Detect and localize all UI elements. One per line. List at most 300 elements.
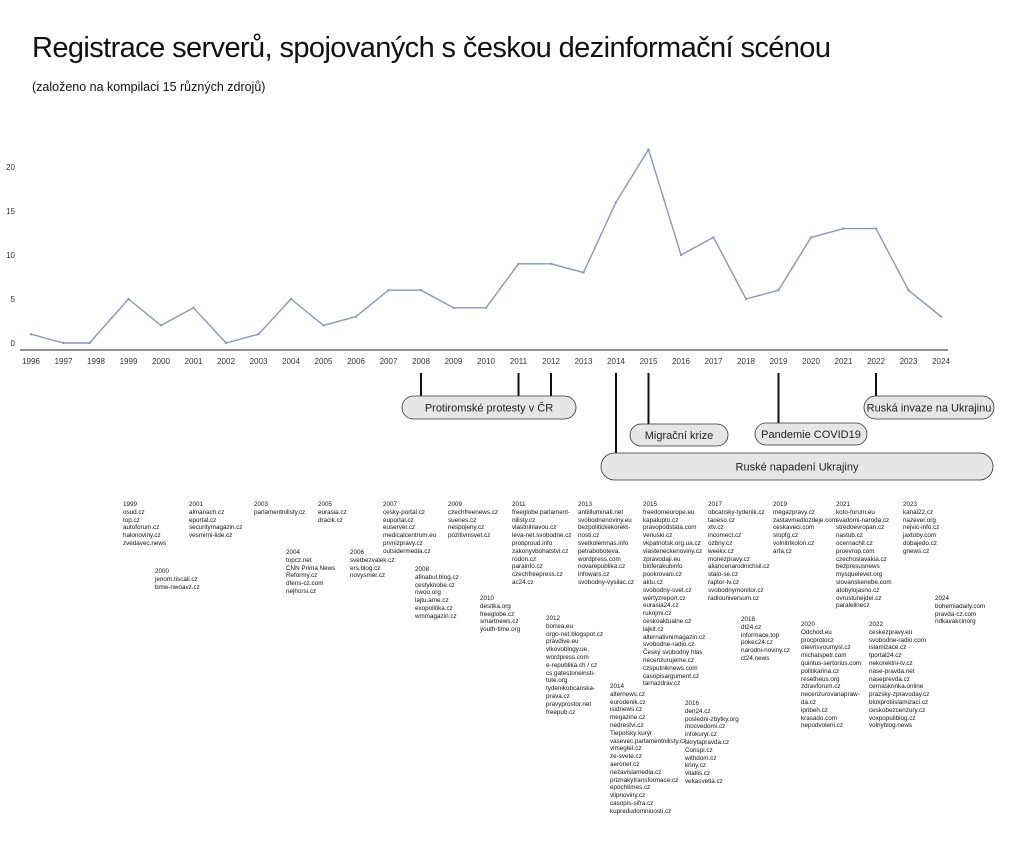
domain-group-year: 2017 bbox=[708, 501, 723, 508]
domain-group-year: 2019 bbox=[773, 501, 788, 508]
domain-item: kanal22.cz bbox=[903, 508, 934, 516]
data-point bbox=[745, 298, 747, 300]
domain-item: prava.cz bbox=[546, 692, 570, 700]
domain-item: pozitivnisvet.cz bbox=[448, 532, 491, 540]
domain-item: ac24.cz bbox=[512, 578, 534, 586]
domain-item: volnyblog.news bbox=[869, 722, 913, 730]
data-point bbox=[485, 307, 487, 309]
domain-item: nepodvoleni.cz bbox=[801, 722, 844, 730]
domain-item: novarepublika.cz bbox=[578, 563, 626, 571]
domain-item: czechfreenews.cz bbox=[448, 508, 499, 516]
domain-group bbox=[415, 566, 459, 621]
domain-group bbox=[643, 501, 705, 688]
domain-group bbox=[189, 501, 243, 540]
domain-group bbox=[773, 501, 837, 556]
event-label: Migrační krize bbox=[644, 430, 714, 442]
domain-item: youth-time.org bbox=[480, 626, 521, 634]
y-tick-label: 0 bbox=[10, 339, 15, 348]
domain-item: michalspetr.com bbox=[801, 652, 847, 660]
x-tick-label: 2015 bbox=[639, 357, 658, 366]
domain-item: protiproud.info bbox=[512, 539, 553, 547]
domain-group-year: 2006 bbox=[350, 549, 365, 556]
x-tick-label: 1998 bbox=[87, 357, 105, 366]
domain-item: kapalupto.cz bbox=[643, 516, 679, 524]
domain-item: Český svobodný hlas bbox=[643, 649, 703, 657]
domain-item: nazever.org bbox=[903, 516, 936, 524]
domain-item: kriny.cz bbox=[685, 762, 706, 770]
event-label: Ruská invaze na Ukrajinu bbox=[866, 402, 992, 415]
domain-item: aeronet.cz bbox=[610, 760, 640, 768]
data-point bbox=[355, 315, 357, 317]
x-tick-label: 2003 bbox=[249, 357, 268, 366]
domain-item: dfens-cz.com bbox=[286, 580, 324, 588]
domain-item: necenzurovanapraw- bbox=[801, 691, 860, 699]
domain-item: czsputniknews.com bbox=[643, 664, 698, 672]
domain-group bbox=[254, 501, 305, 517]
domain-group bbox=[578, 501, 634, 587]
domain-item: tute.org bbox=[546, 677, 568, 685]
domain-group-year: 2014 bbox=[610, 683, 625, 690]
domain-item: eportal.cz bbox=[189, 516, 217, 524]
data-point bbox=[452, 307, 454, 309]
domain-item: CNN Prima News bbox=[286, 564, 336, 572]
data-point bbox=[875, 227, 877, 229]
domain-item: zpravodaji.eu bbox=[643, 555, 681, 563]
domain-item: eurodenik.cz bbox=[610, 698, 646, 706]
x-tick-label: 2007 bbox=[379, 357, 398, 366]
domain-item: krasado.com bbox=[801, 714, 838, 722]
domain-item: desitka.org bbox=[480, 602, 511, 610]
domain-item: suenes.cz bbox=[448, 516, 477, 524]
series-line bbox=[31, 149, 941, 343]
domain-item: exopolitika.cz bbox=[415, 604, 453, 612]
domain-item: zastavmedlozdeje.com bbox=[773, 516, 838, 524]
domain-item: smartnews.cz bbox=[480, 618, 519, 626]
domain-item: cestyknobe.cz bbox=[415, 581, 455, 589]
domain-group-year: 2009 bbox=[448, 501, 463, 508]
domain-group bbox=[155, 568, 200, 591]
data-point bbox=[582, 271, 584, 273]
domain-item: necenzurujeme.cz bbox=[643, 656, 695, 664]
domain-item: procprotocz bbox=[801, 636, 834, 644]
domain-item: politikarina.cz bbox=[801, 667, 840, 675]
domain-item: wmmagazin.cz bbox=[415, 612, 457, 620]
domain-item: autoforum.cz bbox=[123, 524, 160, 532]
domain-group bbox=[448, 501, 498, 540]
domain-item: xtv.cz bbox=[708, 524, 724, 532]
domain-item: mysquelevet.org bbox=[836, 571, 883, 579]
domain-item: freedomeurope.eu bbox=[643, 508, 695, 516]
data-point bbox=[647, 148, 649, 150]
domain-item: ceskezpravy.eu bbox=[869, 628, 913, 636]
domain-item: lajtu.ame.cz bbox=[415, 597, 449, 605]
domain-item: nase-pravda.net bbox=[869, 667, 915, 675]
domain-group-year: 2000 bbox=[155, 568, 170, 575]
x-tick-label: 2024 bbox=[932, 357, 950, 366]
domain-item: vlmeglet.cz bbox=[610, 745, 642, 753]
domain-item: nezavislamedia.cz bbox=[610, 768, 662, 776]
domain-item: parlamentnilisty.cz bbox=[254, 508, 306, 516]
domain-item: vlipnoviny.cz bbox=[610, 792, 646, 800]
x-tick-label: 2017 bbox=[704, 357, 723, 366]
x-tick-label: 2013 bbox=[574, 357, 593, 366]
domain-item: zdravforum.cz bbox=[801, 683, 841, 691]
domain-item: raptor-tv.cz bbox=[708, 578, 740, 586]
domain-group-year: 2001 bbox=[189, 501, 204, 508]
domain-item: halonoviny.cz bbox=[123, 532, 161, 540]
domain-group-year: 2016 bbox=[685, 700, 700, 707]
domain-item: afinabul.blog.cz bbox=[415, 573, 459, 581]
domain-group bbox=[546, 615, 603, 716]
domain-item: eurasia.cz bbox=[318, 508, 347, 516]
x-tick-label: 2014 bbox=[607, 357, 625, 366]
data-point bbox=[192, 307, 194, 309]
data-point bbox=[615, 201, 617, 203]
domain-item: freeglobe.parlament- bbox=[512, 508, 571, 516]
domain-item: svobodne-radio.cz bbox=[643, 641, 695, 649]
x-tick-label: 2001 bbox=[184, 357, 203, 366]
x-tick-label: 2018 bbox=[737, 357, 755, 366]
data-point bbox=[810, 236, 812, 238]
data-point bbox=[225, 342, 227, 344]
domain-item: nejvic-info.cz bbox=[903, 524, 940, 532]
domain-item: nekorektni-tv.cz bbox=[869, 659, 913, 667]
domain-item: vesmirni-lide.cz bbox=[189, 532, 233, 540]
x-tick-label: 1999 bbox=[119, 357, 138, 366]
domain-item: gnews.cz bbox=[903, 547, 930, 555]
domain-item: atobylojasno.cz bbox=[836, 586, 880, 594]
domain-item: cesky-portal.cz bbox=[383, 508, 425, 516]
data-point bbox=[30, 333, 32, 335]
domain-item: securitymagazin.cz bbox=[189, 524, 243, 532]
domain-item: freepub.cz bbox=[546, 708, 576, 716]
domain-item: naseprevda.cz bbox=[869, 675, 910, 683]
domain-item: wordpress.com bbox=[578, 555, 621, 563]
domain-group bbox=[903, 501, 939, 556]
y-tick-label: 15 bbox=[6, 207, 15, 216]
domain-item: e-republika.ch / cz bbox=[546, 661, 598, 669]
domain-item: nosti.cz bbox=[578, 532, 600, 540]
x-tick-label: 2023 bbox=[899, 357, 918, 366]
domain-item: ceskobezcenzury.cz bbox=[869, 706, 926, 714]
event-label: Ruské napadení Ukrajiny bbox=[735, 461, 859, 474]
domain-item: Tiepolsky kurýr bbox=[610, 729, 653, 737]
domain-item: blokprotiislamizaci.cz bbox=[869, 698, 929, 706]
domain-item: quintus-sertorius.com bbox=[801, 659, 862, 667]
domain-item: petraboboteva. bbox=[578, 547, 621, 555]
domain-item: bezpresusnews bbox=[836, 563, 880, 571]
domain-item: czechfreepress.cz bbox=[512, 571, 563, 579]
domain-item: eurasia24.cz bbox=[643, 602, 679, 610]
x-tick-label: 2016 bbox=[672, 357, 690, 366]
domain-item: vasevec.parlamentnilisty.cz bbox=[610, 737, 687, 745]
data-point bbox=[160, 324, 162, 326]
domain-item: islamizace.cz bbox=[869, 644, 907, 652]
domain-item: monezpravy.cz bbox=[708, 555, 750, 563]
domain-item: casopisargument.cz bbox=[643, 672, 699, 680]
domain-group-year: 2003 bbox=[254, 501, 269, 508]
domain-item: pravyprostor.net bbox=[546, 700, 592, 708]
domain-item: paralelinecz bbox=[836, 602, 870, 610]
domain-item: lajkit.cz bbox=[643, 625, 664, 633]
domain-item: prazsky-zpravoday.cz bbox=[869, 691, 930, 699]
domain-item: antiilluminati.net bbox=[578, 508, 624, 516]
x-tick-label: 2002 bbox=[217, 357, 235, 366]
domain-item: venuski.cz bbox=[643, 532, 673, 540]
data-point bbox=[62, 342, 64, 344]
domain-item: infowars.cz bbox=[578, 571, 610, 579]
x-tick-label: 2021 bbox=[834, 357, 853, 366]
domain-item: tportal24.cz bbox=[869, 652, 902, 660]
domain-item: jenom.tiscali.cz bbox=[155, 575, 198, 583]
domain-item: ozbny.cz bbox=[708, 539, 733, 547]
domain-item: da.cz bbox=[801, 698, 817, 706]
domain-item: radiouniversum.cz bbox=[708, 594, 760, 602]
domain-item: wertyzreport.cz bbox=[643, 594, 686, 602]
domain-item: kupredudomniuosti.cz bbox=[610, 807, 672, 815]
domain-item: top.cz bbox=[123, 516, 140, 524]
domain-item: pravdive.eu bbox=[546, 638, 579, 646]
event-label: Pandemie COVID19 bbox=[761, 429, 861, 441]
domain-item: euserver.cz bbox=[383, 524, 416, 532]
domain-item: cs.gatestoneinsti- bbox=[546, 669, 596, 677]
x-tick-label: 1997 bbox=[54, 357, 73, 366]
domain-item: ze-svete.cz bbox=[610, 753, 642, 761]
domain-item: resetheus.org bbox=[801, 675, 840, 683]
y-tick-label: 10 bbox=[6, 251, 15, 260]
domain-item: freeglobe.cz bbox=[480, 610, 515, 618]
domain-item: voxpopuliblog.cz bbox=[869, 714, 916, 722]
x-tick-label: 2022 bbox=[867, 357, 885, 366]
domain-item: obcansky-tydenik.cz bbox=[708, 508, 765, 516]
data-point bbox=[322, 324, 324, 326]
domain-item: ovrustunejdei.cz bbox=[836, 594, 882, 602]
domain-item: vitallis.cz bbox=[685, 770, 711, 778]
domain-item: zvedavec.news bbox=[123, 539, 167, 547]
domain-item: pravda-cz.com bbox=[935, 610, 977, 618]
domain-item: rodon.cz bbox=[512, 555, 537, 563]
domain-item: outsidermedia.cz bbox=[383, 547, 431, 555]
data-point bbox=[907, 289, 909, 291]
domain-group bbox=[935, 595, 985, 626]
domain-item: slovanskenebe.com bbox=[836, 578, 892, 586]
domain-item: nespojeny.cz bbox=[448, 524, 485, 532]
domain-item: vlastnihlavou.cz bbox=[512, 524, 557, 532]
domain-item: weekx.cz bbox=[708, 547, 734, 555]
x-tick-label: 2005 bbox=[314, 357, 333, 366]
domain-item: epochtimes.cz bbox=[610, 784, 651, 792]
domain-group-year: 2008 bbox=[415, 566, 430, 573]
domain-item: novysmer.cz bbox=[350, 572, 385, 580]
data-point bbox=[517, 263, 519, 265]
domain-item: jaxtoby.com bbox=[903, 532, 937, 540]
domain-item: stopfg.cz bbox=[773, 532, 799, 540]
domain-item: tydenikobcanska- bbox=[546, 685, 596, 693]
domain-item: bioferakubinfo bbox=[643, 563, 683, 571]
domain-item: nedrestvi.cz bbox=[610, 721, 644, 729]
domain-item: leva-net.svobodne.cz bbox=[512, 532, 572, 540]
domain-item: priznakytransformace.cz bbox=[610, 776, 679, 784]
domain-item: dt24.cz bbox=[741, 623, 762, 631]
domain-item: pookrovani.cz bbox=[643, 571, 682, 579]
domain-item: vekasvetla.cz bbox=[685, 777, 723, 785]
domain-item: parainfo.cz bbox=[512, 563, 543, 571]
domain-group-year: 2015 bbox=[643, 501, 658, 508]
domain-item: vkpatriotsk.org.ua.cz bbox=[643, 539, 701, 547]
domain-item: pokec24.cz bbox=[741, 639, 773, 647]
domain-group-year: 2011 bbox=[512, 501, 526, 508]
domain-group bbox=[512, 501, 572, 587]
domain-item: wordpress.com bbox=[546, 653, 589, 661]
domain-item: skrytapravda.cz bbox=[685, 738, 730, 746]
domain-item: prvnizpravy.cz bbox=[383, 539, 423, 547]
x-tick-label: 2011 bbox=[509, 357, 528, 366]
domain-item: koto-forum.eu bbox=[836, 508, 875, 516]
domain-item: svetbezvalek.cz bbox=[350, 556, 395, 564]
domain-item: medicalcentrum.eu bbox=[383, 532, 437, 540]
domain-item: tarnazdrav.cz bbox=[643, 680, 681, 688]
domain-item: Odchod.eu bbox=[801, 628, 832, 636]
domain-item: taoeso.cz bbox=[708, 516, 735, 524]
domain-group bbox=[123, 501, 166, 548]
domain-item: volnitrikolon.cz bbox=[773, 539, 815, 547]
domain-group bbox=[383, 501, 436, 556]
domain-item: dobajedo.cz bbox=[903, 539, 937, 547]
domain-item: ers.blog.cz bbox=[350, 564, 381, 572]
domain-group bbox=[836, 501, 892, 610]
domain-item: nejhorsi.cz bbox=[286, 587, 317, 595]
x-tick-label: 2008 bbox=[412, 357, 430, 366]
domain-group bbox=[318, 501, 347, 524]
domain-item: Conspi.cz bbox=[685, 746, 713, 754]
chart-title: Registrace serverů, spojovaných s českou dezinformační scénou bbox=[32, 32, 831, 64]
data-point bbox=[680, 254, 682, 256]
domain-group-year: 2024 bbox=[935, 595, 950, 602]
domain-item: rukojmi.cz bbox=[643, 610, 672, 618]
domain-item: arfa.cz bbox=[773, 547, 792, 555]
domain-group-year: 2010 bbox=[480, 595, 495, 602]
domain-item: incomect.cz bbox=[708, 532, 742, 540]
domain-item: svadomi-naroda.cz bbox=[836, 516, 890, 524]
domain-group bbox=[610, 683, 686, 816]
domain-item: withdom.cz bbox=[685, 754, 717, 762]
domain-item: ocernachil.cz bbox=[836, 539, 873, 547]
domain-item: posledni-zbytky.org bbox=[685, 715, 739, 723]
domain-item: vlasteneckenoviny.cz bbox=[643, 547, 703, 555]
x-tick-label: 2012 bbox=[542, 357, 560, 366]
domain-group-year: 2020 bbox=[801, 621, 816, 628]
data-point bbox=[127, 298, 129, 300]
domain-item: stalo-se.cz bbox=[708, 571, 739, 579]
domain-group-year: 2013 bbox=[578, 501, 593, 508]
domain-item: osud.cz bbox=[123, 508, 145, 516]
data-point bbox=[387, 289, 389, 291]
domain-item: aktu.cz bbox=[643, 578, 663, 586]
domain-item: stredoevropan.cz bbox=[836, 524, 885, 532]
event-label: Protiromské protesty v ČR bbox=[424, 402, 554, 415]
domain-item: vlkovoblogy.ue. bbox=[546, 646, 589, 654]
domain-item: den24.cz bbox=[685, 707, 711, 715]
domain-item: svobodny-svet.cz bbox=[643, 586, 692, 594]
x-tick-label: 2006 bbox=[347, 357, 365, 366]
data-point bbox=[88, 342, 90, 344]
domain-group-year: 2004 bbox=[286, 549, 301, 556]
domain-item: svobodny-vysilac.cz bbox=[578, 578, 634, 586]
domain-item: svobodnenoviny.eu bbox=[578, 516, 632, 524]
data-point bbox=[777, 289, 779, 291]
data-point bbox=[842, 227, 844, 229]
domain-item: nastub.cz bbox=[836, 532, 863, 540]
domain-item: proevrop.com bbox=[836, 547, 875, 555]
domain-item: topcz.net bbox=[286, 556, 312, 564]
domain-item: ridkavakcinorg bbox=[935, 618, 976, 626]
data-point bbox=[550, 263, 552, 265]
domain-item: mocvedomi.cz bbox=[685, 723, 726, 731]
domain-item: infokuryr.cz bbox=[685, 731, 717, 739]
domain-item: narodni-noviny.cz bbox=[741, 647, 790, 655]
domain-item: pravopodstata.com bbox=[643, 524, 697, 532]
domain-group-year: 2007 bbox=[383, 501, 398, 508]
domain-item: casopis-sifra.cz bbox=[610, 799, 654, 807]
domain-item: ceskoaktualne.cz bbox=[643, 617, 692, 625]
domain-group-year: 2018 bbox=[741, 616, 756, 623]
domain-item: megazpravy.cz bbox=[773, 508, 815, 516]
domain-group bbox=[685, 700, 739, 786]
x-tick-label: 2010 bbox=[477, 357, 495, 366]
x-tick-label: 2000 bbox=[152, 357, 170, 366]
domain-item: bohemiadaily.com bbox=[935, 602, 986, 610]
domain-group bbox=[286, 549, 335, 596]
domain-item: czechoslavakia.cz bbox=[836, 555, 887, 563]
domain-item: alternews.cz bbox=[610, 690, 645, 698]
domain-group-year: 2021 bbox=[836, 501, 851, 508]
domain-group-year: 1999 bbox=[123, 501, 138, 508]
chart-subtitle: (založeno na kompilaci 15 různých zdrojů) bbox=[32, 80, 266, 94]
x-tick-label: 1996 bbox=[22, 357, 40, 366]
x-tick-label: 2004 bbox=[282, 357, 300, 366]
domain-group-year: 2023 bbox=[903, 501, 918, 508]
domain-item: svobodne-radio.com bbox=[869, 636, 927, 644]
domain-item: bezpolitickekorekt- bbox=[578, 524, 631, 532]
domain-group-year: 2005 bbox=[318, 501, 333, 508]
domain-item: borrea.eu bbox=[546, 622, 573, 630]
y-tick-label: 5 bbox=[10, 295, 15, 304]
domain-item: cernaskrinka.online bbox=[869, 683, 924, 691]
domain-item: megazine.cz bbox=[610, 714, 646, 722]
x-tick-label: 2020 bbox=[802, 357, 820, 366]
domain-group-year: 2012 bbox=[546, 615, 561, 622]
domain-group bbox=[480, 595, 520, 634]
domain-item: nwoo.org bbox=[415, 589, 441, 597]
domain-item: svobodnymonitor.cz bbox=[708, 586, 764, 594]
domain-item: zakonyvbohatstvi.cz bbox=[512, 547, 569, 555]
data-point bbox=[940, 315, 942, 317]
domain-item: aliancenarodnichsil.cz bbox=[708, 563, 770, 571]
domain-group bbox=[708, 501, 770, 602]
domain-group bbox=[869, 621, 929, 730]
x-tick-label: 2009 bbox=[444, 357, 463, 366]
domain-item: dracik.cz bbox=[318, 516, 343, 524]
domain-group bbox=[741, 616, 790, 663]
domain-item: bmw-nwoavz.cz bbox=[155, 583, 200, 591]
domain-item: ceskaveci.com bbox=[773, 524, 815, 532]
domain-group bbox=[801, 621, 861, 730]
x-tick-label: 2019 bbox=[769, 357, 788, 366]
domain-item: informace.top bbox=[741, 631, 780, 639]
domain-item: orgo-net.blogspot.cz bbox=[546, 630, 604, 638]
domain-item: euportal.cz bbox=[383, 516, 414, 524]
domain-item: almanach.cz bbox=[189, 508, 225, 516]
